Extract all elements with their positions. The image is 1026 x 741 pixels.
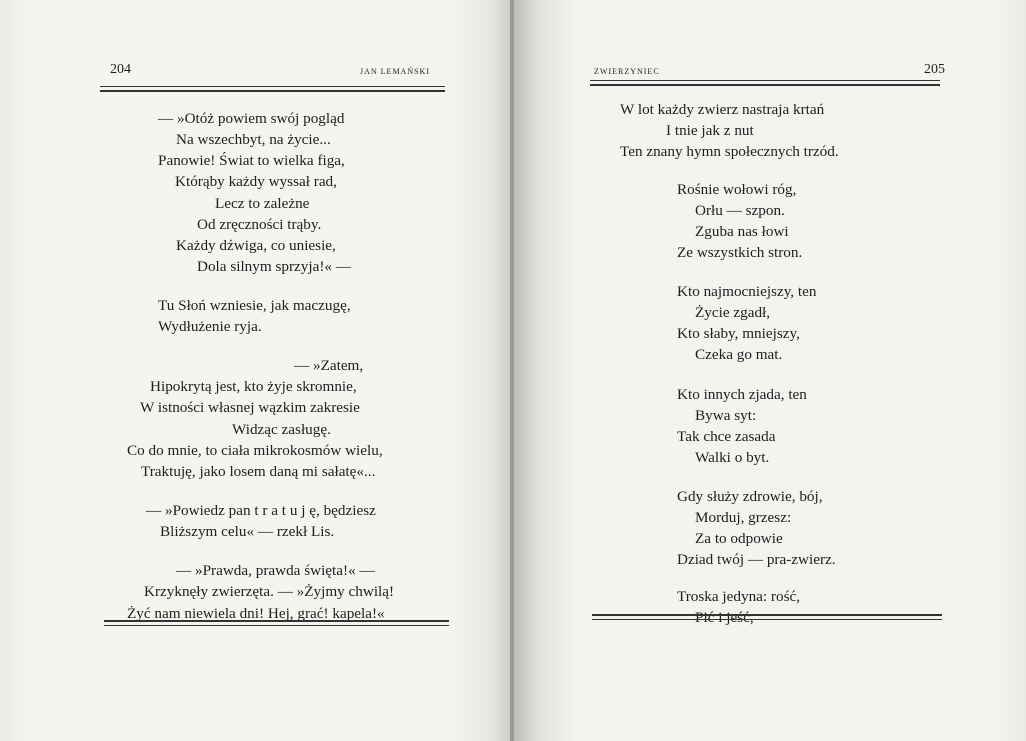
left-poem (0, 0, 512, 682)
poem-line: Traktuję, jako losem daną mi sałatę«... (141, 463, 376, 480)
poem-line: Lecz to zależne (215, 195, 310, 212)
right-page-number: 205 (924, 62, 945, 77)
poem-line: Walki o byt. (695, 449, 770, 466)
poem-line: Bliższym celu« — rzekł Lis. (160, 523, 335, 540)
poem-line: Od zręczności trąby. (197, 216, 322, 233)
poem-line: Dziad twój — pra-zwierz. (677, 551, 836, 568)
poem-line: Wydłużenie ryja. (158, 318, 262, 335)
poem-line: Panowie! Świat to wielka figa, (158, 152, 345, 169)
left-page (0, 0, 512, 741)
right-running-title: ZWIERZYNIEC (594, 67, 660, 76)
poem-line: Tak chce zasada (677, 428, 776, 445)
poem-line: Bywa syt: (695, 407, 757, 424)
poem-line: — »Powiedz pan t r a t u j ę, będziesz (146, 502, 376, 519)
poem-line: Rośnie wołowi róg, (677, 181, 797, 198)
left-footer-rule-thick (104, 620, 449, 622)
poem-line: Co do mnie, to ciała mikrokosmów wielu, (127, 442, 383, 459)
poem-line: W lot każdy zwierz nastraja krtań (620, 101, 825, 118)
left-page-number: 204 (110, 62, 131, 77)
poem-line: Ze wszystkich stron. (677, 244, 803, 261)
poem-line: Którąby każdy wyssał rad, (175, 173, 337, 190)
poem-line: Gdy służy zdrowie, bój, (677, 488, 823, 505)
poem-line: Czeka go mat. (695, 346, 783, 363)
poem-line: Każdy dźwiga, co uniesie, (176, 237, 336, 254)
poem-line: Krzyknęły zwierzęta. — »Żyjmy chwilą! (144, 583, 395, 600)
left-footer-rule-thin (104, 625, 449, 626)
poem-line: Za to odpowie (695, 530, 783, 547)
poem-line: Żyć nam niewiela dni! Hej, grać! kapela!« (127, 605, 385, 622)
poem-line: — »Otóż powiem swój pogląd (158, 110, 345, 127)
poem-line: Widząc zasługę. (232, 421, 331, 438)
poem-line: Orłu — szpon. (695, 202, 785, 219)
left-running-title: JAN LEMAŃSKI (360, 67, 430, 76)
poem-line: Ten znany hymn społecznych trzód. (620, 143, 839, 160)
poem-line: Morduj, grzesz: (695, 509, 792, 526)
poem-line: Troska jedyna: rość, (677, 588, 801, 605)
poem-line: Zguba nas łowi (695, 223, 789, 240)
right-footer-rule-thin (592, 619, 942, 620)
poem-line: Dola silnym sprzyja!« — (197, 258, 351, 275)
poem-line: Hipokrytą jest, kto żyje skromnie, (150, 378, 357, 395)
poem-line: Kto słaby, mniejszy, (677, 325, 800, 342)
poem-line: Tu Słoń wzniesie, jak maczugę, (158, 297, 351, 314)
poem-line: — »Prawda, prawda święta!« — (176, 562, 375, 579)
poem-line: Na wszechbyt, na życie... (176, 131, 331, 148)
poem-line: Kto najmocniejszy, ten (677, 283, 817, 300)
poem-line: I tnie jak z nut (666, 122, 754, 139)
poem-line: Życie zgadł, (695, 304, 771, 321)
poem-line: Pić i jeść, (695, 609, 754, 626)
poem-line: W istności własnej wązkim zakresie (140, 399, 360, 416)
right-footer-rule-thick (592, 614, 942, 616)
poem-line: Kto innych zjada, ten (677, 386, 807, 403)
poem-line: — »Zatem, (294, 357, 364, 374)
right-page (514, 0, 1026, 741)
